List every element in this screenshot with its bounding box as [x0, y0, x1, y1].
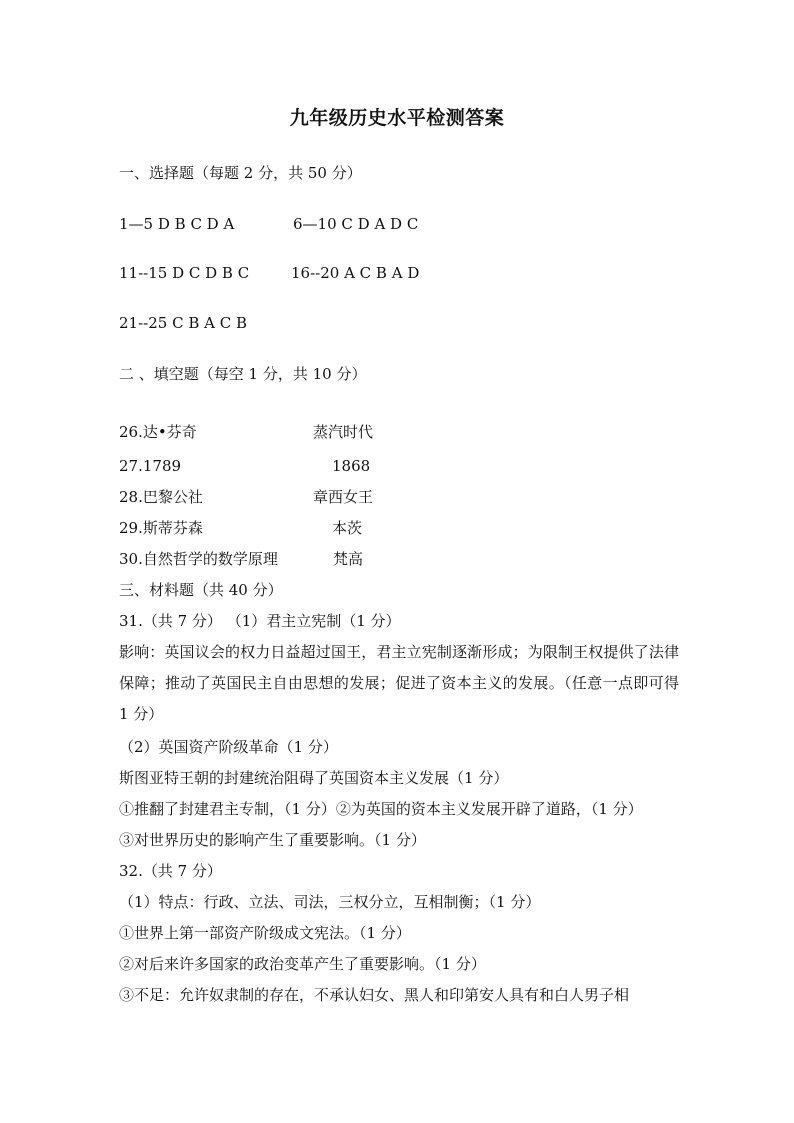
fill-item-28-right: 章西女王	[313, 488, 374, 506]
fill-item-30-right: 梵高	[333, 550, 364, 568]
q32-point-c: ③不足：允许奴隶制的存在，不承认妇女、黑人和印第安人具有和白人男子相	[119, 986, 630, 1004]
fill-item-27-right: 1868	[332, 457, 371, 475]
q32-point-b: ②对后来许多国家的政治变革产生了重要影响。（1 分）	[119, 955, 486, 973]
mc-row2-right: 16--20 A C B A D	[291, 264, 420, 282]
q31-significance-3: ③对世界历史的影响产生了重要影响。（1 分）	[119, 831, 426, 849]
section1-heading: 一、选择题（每题 2 分，共 50 分）	[119, 164, 362, 182]
q32-part1: （1）特点：行政、立法、司法，三权分立，互相制衡；（1 分）	[119, 893, 541, 911]
fill-item-26-left: 26.达•芬奇	[119, 423, 197, 441]
mc-row1-right: 6—10 C D A D C	[293, 215, 419, 233]
q31-reason: 斯图亚特王朝的封建统治阻碍了英国资本主义发展（1 分）	[119, 769, 509, 787]
q31-significance-1: ①推翻了封建君主专制，（1 分）②为英国的资本主义发展开辟了道路，（1 分）	[119, 800, 643, 818]
fill-item-30-left: 30.自然哲学的数学原理	[119, 550, 278, 568]
page-title: 九年级历史水平检测答案	[289, 107, 505, 129]
q31-heading: 31.（共 7 分） （1）君主立宪制（1 分）	[119, 612, 401, 630]
section3-heading: 三、材料题（共 40 分）	[119, 581, 283, 599]
fill-item-29-right: 本茨	[332, 519, 363, 537]
q32-heading: 32.（共 7 分）	[119, 862, 222, 880]
fill-item-26-right: 蒸汽时代	[313, 423, 374, 441]
mc-row2-left: 11--15 D C D B C	[119, 264, 250, 282]
fill-item-27-left: 27.1789	[119, 457, 182, 475]
q32-point-a: ①世界上第一部资产阶级成文宪法。（1 分）	[119, 924, 411, 942]
q31-part2: （2）英国资产阶级革命（1 分）	[119, 738, 338, 756]
q31-influence: 影响：英国议会的权力日益超过国王，君主立宪制逐渐形成；为限制王权提供了法律保障；推动了英国民主自由思想的发展；促进了资本主义的发展。（任意一点即可得 1 分）	[119, 643, 679, 723]
fill-item-29-left: 29.斯蒂芬森	[119, 519, 203, 537]
fill-item-28-left: 28.巴黎公社	[119, 488, 203, 506]
section2-heading: 二 、填空题（每空 1 分，共 10 分）	[119, 365, 367, 383]
mc-row1-left: 1—5 D B C D A	[119, 215, 235, 233]
mc-row3-left: 21--25 C B A C B	[119, 314, 247, 332]
